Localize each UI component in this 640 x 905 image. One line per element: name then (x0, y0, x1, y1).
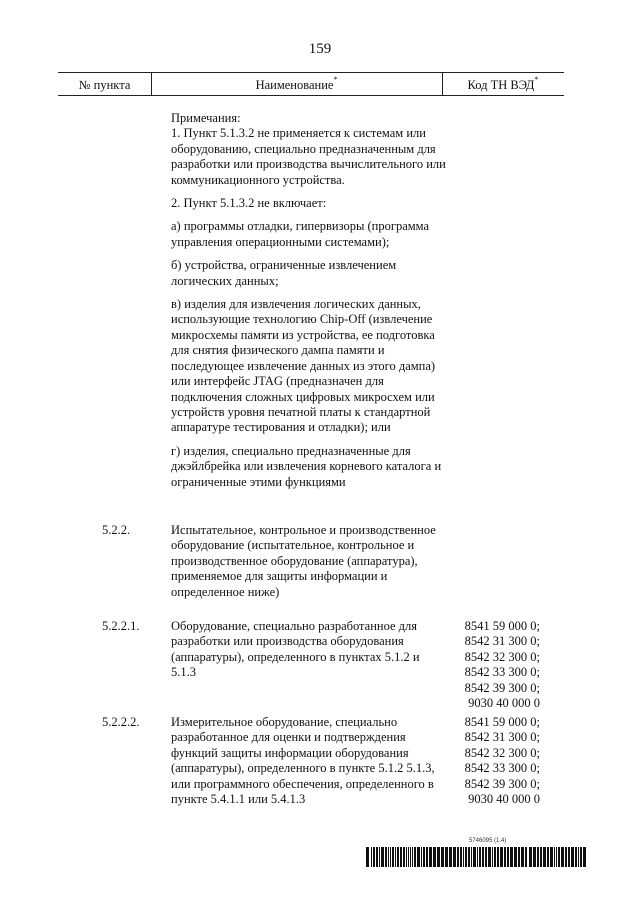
barcode-bar (510, 847, 513, 867)
barcode-bar (568, 847, 570, 867)
barcode-bar (580, 847, 582, 867)
barcode-bar (471, 847, 472, 867)
barcode-bar (410, 847, 411, 867)
barcode-bar (379, 847, 380, 867)
barcode-bar (412, 847, 413, 867)
barcode-bar (437, 847, 440, 867)
barcode-bar (514, 847, 517, 867)
row-name: Оборудование, специально разработанное для разработки или производства оборудования (аппаратуры), определенного в пунктах 5.1.2 и 5.1.3 (171, 619, 420, 680)
barcode-bar (477, 847, 478, 867)
barcode-bar (429, 847, 432, 867)
row-codes: 8541 59 000 0; 8542 31 300 0; 8542 32 300 0; 8542 33 300 0; 8542 39 300 0; 9030 40 000 0 (464, 715, 540, 807)
barcode-bar (479, 847, 481, 867)
barcode-bar (583, 847, 586, 867)
barcode-bar (373, 847, 375, 867)
header-number-label: № пункта (78, 78, 131, 92)
barcode (366, 847, 588, 867)
header-number-cell (58, 78, 151, 93)
table-header (58, 72, 564, 96)
barcode-bar (395, 847, 396, 867)
barcode-bar (488, 847, 491, 867)
barcode-bar (400, 847, 402, 867)
barcode-bar (397, 847, 399, 867)
barcode-bar (433, 847, 436, 867)
note-2d: г) изделия, специально предназначенные для джэйлбрейка или извлечения корневого каталога и ограниченные этими функциями (171, 443, 442, 489)
barcode-bar (521, 847, 524, 867)
barcode-bar (537, 847, 539, 867)
barcode-bar (417, 847, 420, 867)
barcode-bar (561, 847, 564, 867)
barcode-bar (540, 847, 542, 867)
barcode-bar (485, 847, 487, 867)
barcode-bar (556, 847, 557, 867)
barcode-bar (460, 847, 462, 867)
barcode-bar (543, 847, 546, 867)
barcode-bar (376, 847, 378, 867)
note-2: 2. Пункт 5.1.3.2 не включает: (171, 196, 327, 211)
barcode-bar (497, 847, 499, 867)
barcode-bar (449, 847, 452, 867)
row-number: 5.2.2. (102, 523, 131, 537)
barcode-bar (571, 847, 574, 867)
barcode-bar (554, 847, 555, 867)
header-code-asterisk: * (534, 75, 539, 84)
header-code-label: Код ТН ВЭД (467, 78, 535, 92)
barcode-bar (504, 847, 506, 867)
barcode-bar (533, 847, 536, 867)
barcode-bar (423, 847, 425, 867)
barcode-bar (482, 847, 484, 867)
barcode-bar (392, 847, 394, 867)
header-code-cell (442, 75, 564, 93)
page-number: 159 (308, 41, 332, 57)
header-top-rule (58, 72, 564, 73)
barcode-bar (441, 847, 444, 867)
barcode-bar (408, 847, 409, 867)
document-stamp: 5746095 (1.4) (469, 838, 507, 844)
barcode-bar (463, 847, 464, 867)
barcode-bar (465, 847, 467, 867)
barcode-bar (457, 847, 459, 867)
barcode-bar (414, 847, 416, 867)
barcode-bar (453, 847, 456, 867)
row-name: Измерительное оборудование, специально разработанное для оценки и подтверждения функций защиты информации оборудования (аппаратуры), определенного в пункте 5.1.2 5.1.3, или программного обеспечения, определенного в пункте 5.4.1.1 или 5.4.1.3 (171, 715, 435, 807)
barcode-bar (473, 847, 476, 867)
barcode-bar (507, 847, 509, 867)
row-number: 5.2.2.1. (102, 619, 140, 633)
barcode-bar (575, 847, 577, 867)
barcode-bar (445, 847, 448, 867)
row-number: 5.2.2.2. (102, 715, 140, 729)
barcode-bar (385, 847, 387, 867)
barcode-bar (421, 847, 422, 867)
barcode-bar (390, 847, 391, 867)
header-bottom-rule (58, 95, 564, 96)
row-name: Испытательное, контрольное и производственное оборудование (испытательное, контрольное и производственное оборудование (аппаратура), применяемое для защиты информации и определенное ниже) (171, 523, 436, 599)
barcode-bar (547, 847, 549, 867)
barcode-bar (403, 847, 405, 867)
barcode-bar (558, 847, 560, 867)
barcode-bar (426, 847, 428, 867)
note-2c: в) изделия для извлечения логических данных, использующие технологию Chip-Off (извлечение микросхемы памяти из устройства, ее подготовка для снятия физического дампа памяти и последующее извлечение данных из этого дампа) или интерфейс JTAG (предназначен для подключения сложных цифровых микросхем или устройств уровня печатной платы к стандартной аппаратуре тестирования и отладки); или (171, 297, 436, 435)
barcode-bar (494, 847, 496, 867)
barcode-bar (388, 847, 389, 867)
barcode-bar (518, 847, 520, 867)
notes-block (171, 111, 446, 498)
barcode-bar (578, 847, 579, 867)
barcode-bar (525, 847, 527, 867)
barcode-bar (366, 847, 369, 867)
barcode-bar (500, 847, 503, 867)
notes-heading: Примечания: (171, 111, 241, 125)
barcode-bar (492, 847, 493, 867)
barcode-bar (371, 847, 372, 867)
header-name-label: Наименование (255, 78, 334, 92)
barcode-bar (565, 847, 567, 867)
barcode-bar (550, 847, 553, 867)
barcode-bar (381, 847, 384, 867)
note-2a: а) программы отладки, гипервизоры (программа управления операционными системами); (171, 219, 430, 249)
header-name-cell (151, 75, 442, 93)
row-codes: 8541 59 000 0; 8542 31 300 0; 8542 32 300 0; 8542 33 300 0; 8542 39 300 0; 9030 40 000 0 (464, 619, 540, 711)
note-2b: б) устройства, ограниченные извлечением логических данных; (171, 258, 397, 288)
barcode-bar (529, 847, 532, 867)
note-1: 1. Пункт 5.1.3.2 не применяется к системам или оборудованию, специально предназначенным для разработки или производства вычислительного или коммуникационного устройства. (171, 126, 446, 187)
barcode-bar (406, 847, 407, 867)
barcode-bar (468, 847, 470, 867)
header-name-asterisk: * (333, 75, 338, 84)
